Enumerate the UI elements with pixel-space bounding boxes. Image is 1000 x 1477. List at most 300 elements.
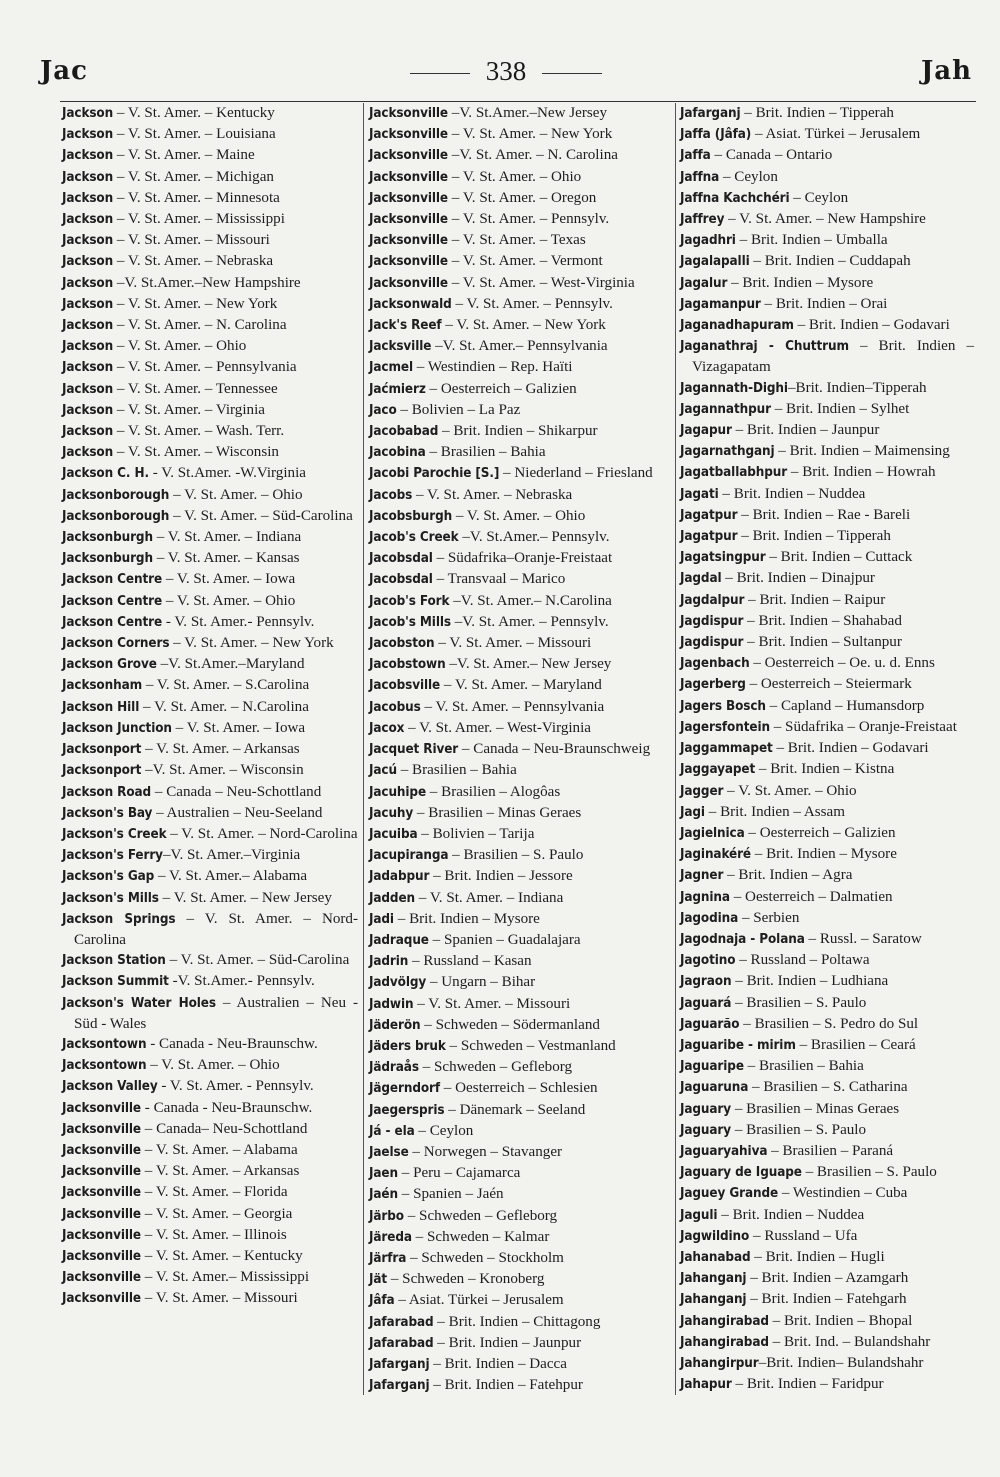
gazetteer-entry	[62, 103, 358, 124]
gazetteer-entry	[369, 845, 671, 866]
place-name: Jackson	[62, 275, 114, 291]
place-name: Jacobsdal	[369, 551, 433, 567]
place-name: Järeda	[369, 1229, 412, 1245]
gazetteer-entry	[369, 421, 671, 442]
gazetteer-entry	[369, 612, 671, 633]
gazetteer-entry	[369, 124, 671, 145]
gazetteer-entry	[680, 1311, 974, 1332]
place-name: Jacksonville	[369, 254, 448, 270]
place-name: Jadraque	[369, 932, 429, 948]
place-location: – Asiat. Türkei – Jerusalem	[751, 126, 921, 143]
place-name: Jagdispur	[680, 613, 744, 629]
gazetteer-entry	[369, 1227, 671, 1248]
place-location: – Brit. Indien – Sylhet	[770, 400, 910, 417]
place-name: Jagielnica	[680, 825, 745, 841]
place-location: – Schweden – Gefleborg	[403, 1207, 558, 1224]
place-location: – V. St. Amer. – Kansas	[152, 550, 300, 567]
place-location: – Australien – Neu-Seeland	[152, 804, 323, 821]
place-location: – Brit. Indien – Godavari	[772, 740, 929, 757]
place-location: – V. St. Amer. – New York	[113, 295, 278, 312]
gazetteer-entry	[680, 1289, 974, 1310]
gazetteer-entry	[369, 824, 671, 845]
place-location: - Canada - Neu-Braunschw.	[146, 1035, 318, 1052]
gazetteer-entry	[680, 1035, 974, 1056]
gazetteer-entry	[680, 188, 974, 209]
place-location: – Brit. Indien – Shahabad	[743, 612, 902, 629]
place-name: Jacksontown	[62, 1058, 147, 1074]
gazetteer-entry	[62, 527, 358, 548]
gazetteer-entry	[680, 1374, 974, 1395]
place-name: Jacobstown	[369, 657, 446, 673]
gazetteer-entry	[369, 951, 671, 972]
place-name: Jacksonville	[369, 106, 448, 121]
place-name: Jaelse	[369, 1144, 409, 1160]
place-name: Jackson C. H.	[62, 466, 149, 482]
gazetteer-entry	[62, 612, 358, 633]
place-name: Jahangirabad	[680, 1334, 769, 1350]
gazetteer-entry	[680, 971, 974, 992]
place-name: Jacquet River	[369, 742, 459, 758]
place-name: Jagger	[680, 783, 724, 799]
place-name: Jacksonville	[369, 212, 448, 228]
place-location: – V. St. Amer. – Süd-Carolina	[169, 507, 353, 524]
place-name: Jackson	[62, 190, 114, 206]
column-2	[369, 103, 671, 1396]
place-name: Jacksonborough	[62, 508, 170, 524]
gazetteer-entry	[369, 230, 671, 251]
place-name: Jackson	[62, 254, 114, 270]
place-name: Jaggayapet	[680, 762, 756, 778]
place-location: – Russland – Ufa	[749, 1227, 858, 1244]
place-location: –V. St. Amer. – Wisconsin	[141, 762, 304, 779]
place-name: Jagadhri	[680, 233, 736, 249]
gazetteer-entry	[369, 760, 671, 781]
gazetteer-entry	[62, 739, 358, 760]
place-location: –V. St. Amer. – N. Carolina	[448, 147, 618, 164]
place-name: Jafarganj	[369, 1356, 430, 1372]
place-location: – V. St. Amer. – N. Carolina	[113, 317, 287, 334]
place-name: Jackson	[62, 169, 114, 185]
gazetteer-entry	[369, 506, 671, 527]
place-name: Jacksonville	[62, 1164, 141, 1180]
place-name: Jacobi Parochie [S.]	[369, 466, 500, 482]
gazetteer-entry	[62, 1267, 358, 1288]
place-location: – Schweden – Gefleborg	[418, 1059, 573, 1076]
place-location: – Brit. Indien – Cuddapah	[749, 253, 911, 270]
place-name: Jacuhy	[369, 805, 414, 821]
place-name: Jacobsburgh	[369, 508, 453, 524]
place-location: – V. St. Amer. – New York	[448, 126, 613, 143]
place-location: – Brit. Indien – Orai	[760, 295, 888, 312]
place-location: – Brasilien – S. Paulo	[731, 994, 867, 1011]
gazetteer-entry	[369, 1057, 671, 1078]
place-location: – V. St. Amer. – Kentucky	[141, 1247, 303, 1264]
place-location: – V. St. Amer. – Indiana	[152, 529, 302, 546]
place-location: – V. St. Amer. – Texas	[448, 232, 586, 249]
gazetteer-entry	[680, 124, 974, 145]
gazetteer-entry	[369, 336, 671, 357]
place-name: Jaguary	[680, 1101, 732, 1117]
place-location: – Spanien – Jaén	[397, 1186, 504, 1203]
place-name: Jafarabad	[369, 1335, 434, 1351]
gazetteer-entry	[680, 1077, 974, 1098]
place-name: Jafarganj	[680, 106, 741, 121]
place-location: – Brit. Indien – Howrah	[787, 464, 936, 481]
gazetteer-entry	[680, 929, 974, 950]
gazetteer-entry	[369, 1269, 671, 1290]
gazetteer-entry	[680, 844, 974, 865]
column-divider-2	[675, 103, 676, 1395]
place-location: – Schweden – Vestmanland	[445, 1037, 616, 1054]
place-location: – Oesterreich – Schlesien	[440, 1080, 598, 1097]
place-location: – Brit. Indien – Vizagapatam	[692, 338, 974, 376]
place-location: – Brit. Indien – Dinajpur	[721, 570, 875, 587]
gazetteer-entry	[680, 315, 974, 336]
column-divider-1	[363, 103, 364, 1395]
place-name: Jacksonborough	[62, 487, 170, 503]
place-location: – Dänemark – Seeland	[444, 1101, 586, 1118]
gazetteer-entry	[369, 1015, 671, 1036]
gazetteer-entry	[369, 1142, 671, 1163]
gazetteer-entry	[62, 1225, 358, 1246]
place-location: – V. St. Amer. – Maryland	[440, 677, 602, 694]
place-location: – Brit. Indien – Umballa	[735, 232, 888, 249]
place-name: Jackson's Ferry	[62, 848, 163, 864]
place-name: Järbo	[369, 1208, 404, 1224]
place-location: – Brit. Indien – Agra	[723, 867, 853, 884]
place-location: – Brit. Indien – Mysore	[393, 910, 540, 927]
place-name: Jahangirpur	[680, 1355, 759, 1371]
place-name: Jacobston	[369, 636, 435, 652]
gazetteer-entry	[680, 781, 974, 802]
gazetteer-entry	[680, 145, 974, 166]
place-name: Jackson's Bay	[62, 805, 153, 821]
place-location: – Brit. Indien – Shikarpur	[438, 423, 598, 440]
place-name: Jät	[369, 1272, 388, 1288]
place-name: Jacobsdal	[369, 572, 433, 588]
place-location: – Schweden – Kalmar	[411, 1228, 550, 1245]
place-location: – Brasilien – S. Paulo	[801, 1164, 937, 1181]
place-name: Jackson's Mills	[62, 890, 159, 906]
place-name: Jahanganj	[680, 1292, 747, 1308]
place-location: – Brit. Indien – Assam	[704, 803, 845, 820]
header-dash-right	[542, 73, 602, 74]
place-location: – Australien – Neu - Süd - Wales	[74, 994, 358, 1032]
gazetteer-entry	[62, 1034, 358, 1055]
place-location: – Brit. Indien – Kistna	[755, 761, 895, 778]
place-location: – Brit. Indien – Fatehpur	[429, 1377, 583, 1394]
place-location: – V. St. Amer. – New York	[169, 635, 334, 652]
gazetteer-entry	[62, 1055, 358, 1076]
place-location: – V. St. Amer. – Tennessee	[113, 380, 278, 397]
gazetteer-entry	[369, 251, 671, 272]
place-location: – V. St. Amer. – Oregon	[448, 189, 597, 206]
place-name: Jadden	[369, 890, 416, 906]
gazetteer-entry	[680, 505, 974, 526]
place-name: Jäderön	[369, 1017, 421, 1033]
gazetteer-entry	[680, 1247, 974, 1268]
place-location: – Russl. – Saratow	[804, 930, 922, 947]
place-location: – Brit. Indien – Godavari	[793, 317, 950, 334]
place-location: – Brit. Indien – Mysore	[727, 274, 874, 291]
place-location: – Schweden – Södermanland	[420, 1016, 600, 1033]
gazetteer-entry	[680, 294, 974, 315]
place-name: Jagamanpur	[680, 296, 761, 312]
place-location: – Brasilien – S. Pedro do Sul	[739, 1015, 919, 1032]
place-name: Jacksonham	[62, 678, 143, 694]
place-name: Jadvölgy	[369, 975, 427, 991]
place-location: –V. St. Amer.–Virginia	[162, 847, 301, 864]
place-location: – Brasilien – Bahia	[396, 762, 517, 779]
place-name: Jacksonville	[62, 1291, 141, 1307]
place-location: –V. St.Amer.–New Jersey	[448, 105, 608, 121]
place-location: – V. St. Amer. – Ohio	[169, 486, 303, 503]
place-location: – V. St. Amer. – Iowa	[162, 571, 296, 588]
place-name: Jagotino	[680, 953, 736, 969]
place-name: Jacksonport	[62, 763, 142, 779]
gazetteer-entry	[62, 1119, 358, 1140]
place-location: – Brit. Ind. – Bulandshahr	[768, 1333, 931, 1350]
gazetteer-entry	[369, 718, 671, 739]
place-name: Jaganathraj - Chuttrum	[680, 339, 849, 355]
gazetteer-entry	[680, 378, 974, 399]
place-name: Jacksonville	[62, 1100, 141, 1116]
place-name: Jafarganj	[369, 1378, 430, 1394]
gazetteer-entry	[62, 230, 358, 251]
gazetteer-entry	[680, 103, 974, 124]
gazetteer-entry	[369, 909, 671, 930]
column-1	[62, 103, 358, 1310]
place-location: – Oesterreich – Steiermark	[745, 676, 912, 693]
gazetteer-entry	[62, 145, 358, 166]
place-name: Jackson	[62, 339, 114, 355]
place-location: – Brasilien – Bahia	[425, 444, 546, 461]
place-name: Jagdispur	[680, 635, 744, 651]
place-name: Jagannathpur	[680, 401, 771, 417]
place-name: Jaganadhapuram	[680, 318, 794, 334]
gazetteer-entry	[680, 420, 974, 441]
gazetteer-entry	[369, 294, 671, 315]
gazetteer-entry	[62, 803, 358, 824]
place-name: Jaćmierz	[369, 381, 426, 397]
place-location: – Spanien – Guadalajara	[428, 931, 581, 948]
place-location: – V. St. Amer.– Alabama	[154, 868, 308, 885]
place-location: –Brit. Indien–Tipperah	[787, 379, 927, 396]
gazetteer-entry	[680, 462, 974, 483]
gazetteer-entry	[369, 209, 671, 230]
place-location: – Oesterreich – Dalmatien	[729, 888, 893, 905]
gazetteer-entry	[369, 145, 671, 166]
gazetteer-entry	[62, 442, 358, 463]
place-location: – V. St. Amer. – New Jersey	[158, 889, 332, 906]
gazetteer-entry	[369, 167, 671, 188]
gazetteer-entry	[680, 1226, 974, 1247]
place-location: – Brit. Indien – Jaunpur	[731, 422, 880, 439]
gazetteer-entry	[369, 1290, 671, 1311]
place-name: Jacksonville	[369, 148, 448, 164]
place-name: Jacksonville	[62, 1270, 141, 1286]
place-name: Jagi	[680, 804, 705, 820]
place-name: Jaguaryahiva	[680, 1143, 768, 1159]
gazetteer-entry	[62, 421, 358, 442]
gazetteer-entry	[62, 167, 358, 188]
place-name: Jacmel	[369, 360, 413, 376]
place-name: Jackson Centre	[62, 572, 163, 588]
place-name: Jackson	[62, 318, 114, 334]
place-location: – Schweden – Kronoberg	[387, 1271, 545, 1288]
gazetteer-entry	[62, 760, 358, 781]
place-location: – Capland – Humansdorp	[765, 697, 925, 714]
place-name: Jaguli	[680, 1207, 718, 1223]
place-location: –V. St. Amer.– New Jersey	[445, 656, 612, 673]
place-name: Jacksville	[369, 339, 432, 355]
place-name: Jaggammapet	[680, 741, 773, 757]
place-name: Jacksonville	[62, 1227, 141, 1243]
place-name: Jagersfontein	[680, 719, 770, 735]
gazetteer-entry	[680, 717, 974, 738]
place-location: – Brit. Indien – Azamgarh	[746, 1270, 909, 1287]
gazetteer-entry	[369, 1206, 671, 1227]
place-location: – Brit. Indien – Hugli	[750, 1248, 885, 1265]
place-location: – Niederland – Friesland	[499, 465, 653, 482]
gazetteer-entry	[62, 950, 358, 971]
gazetteer-entry	[369, 675, 671, 696]
gazetteer-entry	[680, 399, 974, 420]
gazetteer-entry	[369, 548, 671, 569]
place-name: Jagatpur	[680, 507, 738, 523]
gazetteer-entry	[62, 633, 358, 654]
gazetteer-entry	[369, 1121, 671, 1142]
gazetteer-entry	[369, 527, 671, 548]
place-location: – V. St. Amer. – Georgia	[141, 1205, 293, 1222]
place-location: – V. St. Amer. – Iowa	[171, 719, 306, 736]
gazetteer-entry	[680, 865, 974, 886]
place-location: – V. St. Amer. – Arkansas	[141, 741, 300, 758]
gazetteer-entry	[62, 485, 358, 506]
place-name: Jadrin	[369, 954, 409, 970]
gazetteer-entry	[369, 1375, 671, 1396]
gazetteer-entry	[680, 441, 974, 462]
place-location: –V. St. Amer.– N.Carolina	[449, 592, 612, 609]
place-location: – Brit. Indien – Faridpur	[731, 1376, 884, 1393]
place-name: Jaguary	[680, 1122, 732, 1138]
gazetteer-entry	[62, 379, 358, 400]
gazetteer-entry	[62, 400, 358, 421]
gazetteer-entry	[680, 273, 974, 294]
gazetteer-entry	[680, 802, 974, 823]
place-location: -V. St.Amer.- Pennsylv.	[168, 973, 315, 990]
place-location: – V. St. Amer. – S.Carolina	[142, 677, 310, 694]
gazetteer-entry	[680, 950, 974, 971]
gazetteer-entry	[62, 1098, 358, 1119]
place-location: – Brit. Indien – Fatehgarh	[746, 1291, 907, 1308]
gazetteer-entry	[680, 759, 974, 780]
place-location: – Oesterreich – Galizien	[425, 380, 577, 397]
gazetteer-entry	[62, 909, 358, 950]
place-location: – Transvaal – Marico	[432, 571, 566, 588]
place-location: – V. St. Amer. – Florida	[141, 1184, 288, 1201]
gazetteer-entry	[369, 379, 671, 400]
gazetteer-entry	[62, 888, 358, 909]
place-location: –V. St.Amer.–New Hampshire	[113, 274, 301, 291]
gazetteer-entry	[62, 845, 358, 866]
place-name: Jagatsingpur	[680, 550, 766, 566]
place-name: Jackson Summit	[62, 974, 169, 990]
gazetteer-entry	[62, 357, 358, 378]
place-location: – Brit. Indien – Cuttack	[765, 549, 913, 566]
place-name: Jacksonville	[62, 1121, 141, 1137]
place-name: Jaén	[369, 1187, 398, 1203]
gazetteer-entry	[680, 1353, 974, 1374]
place-name: Jacksonville	[62, 1185, 141, 1201]
place-name: Jackson	[62, 296, 114, 312]
place-location: – Brit. Indien – Mysore	[751, 846, 897, 863]
gazetteer-entry	[369, 591, 671, 612]
place-name: Jacksonville	[369, 233, 448, 249]
place-name: Jackson Junction	[62, 720, 172, 736]
place-name: Jadi	[369, 911, 394, 927]
place-name: Jafarabad	[369, 1314, 434, 1330]
gazetteer-entry	[680, 1099, 974, 1120]
gazetteer-entry	[369, 1184, 671, 1205]
place-location: – V. St. Amer. – New Hampshire	[724, 211, 926, 228]
place-name: Jackson	[62, 360, 114, 376]
place-location: – Westindien – Cuba	[778, 1185, 908, 1202]
place-name: Jaffa	[680, 148, 711, 164]
gazetteer-entry	[369, 1163, 671, 1184]
place-name: Jahanabad	[680, 1249, 751, 1265]
place-name: Jahapur	[680, 1377, 732, 1393]
place-name: Jaffna Kachchéri	[680, 190, 790, 206]
gazetteer-entry	[680, 1056, 974, 1077]
place-name: Jahanganj	[680, 1271, 747, 1287]
gazetteer-entry	[369, 485, 671, 506]
gazetteer-entry	[62, 463, 358, 484]
place-name: Jacobabad	[369, 424, 439, 440]
place-name: Jackson Hill	[62, 699, 140, 715]
place-name: Jaguaribe - mirim	[680, 1037, 796, 1053]
place-name: Jacksonburgh	[62, 551, 153, 567]
place-name: Jaco	[369, 402, 397, 418]
gazetteer-entry	[680, 908, 974, 929]
place-location: - V. St.Amer. -W.Virginia	[148, 465, 306, 482]
place-name: Jaguarão	[680, 1016, 740, 1032]
place-location: – V. St. Amer. – Nebraska	[412, 486, 573, 503]
gazetteer-entry	[680, 1141, 974, 1162]
place-name: Jaffrey	[680, 212, 725, 228]
place-name: Jacox	[369, 720, 405, 736]
place-location: – Brasilien – S. Paulo	[731, 1121, 867, 1138]
place-name: Jacksonville	[62, 1206, 141, 1222]
place-location: – V. St. Amer. – New York	[441, 317, 606, 334]
place-location: – V. St. Amer. – Ohio	[146, 1057, 280, 1074]
place-location: – V. St. Amer. – Minnesota	[113, 189, 280, 206]
place-name: Jäders bruk	[369, 1038, 446, 1054]
place-location: – Russland – Kasan	[408, 953, 532, 970]
place-name: Jagers Bosch	[680, 698, 766, 714]
gazetteer-entry	[369, 315, 671, 336]
place-location: – V. St. Amer. – West-Virginia	[404, 719, 591, 736]
gazetteer-entry	[369, 1312, 671, 1333]
place-location: – Brasilien – Minas Geraes	[731, 1100, 900, 1117]
gazetteer-entry	[680, 653, 974, 674]
place-location: – Oesterreich – Galizien	[744, 824, 896, 841]
place-location: – Brasilien – Paraná	[767, 1142, 894, 1159]
place-name: Jaen	[369, 1166, 398, 1182]
place-name: Jagnina	[680, 889, 730, 905]
gazetteer-entry	[62, 251, 358, 272]
gazetteer-entry	[680, 251, 974, 272]
